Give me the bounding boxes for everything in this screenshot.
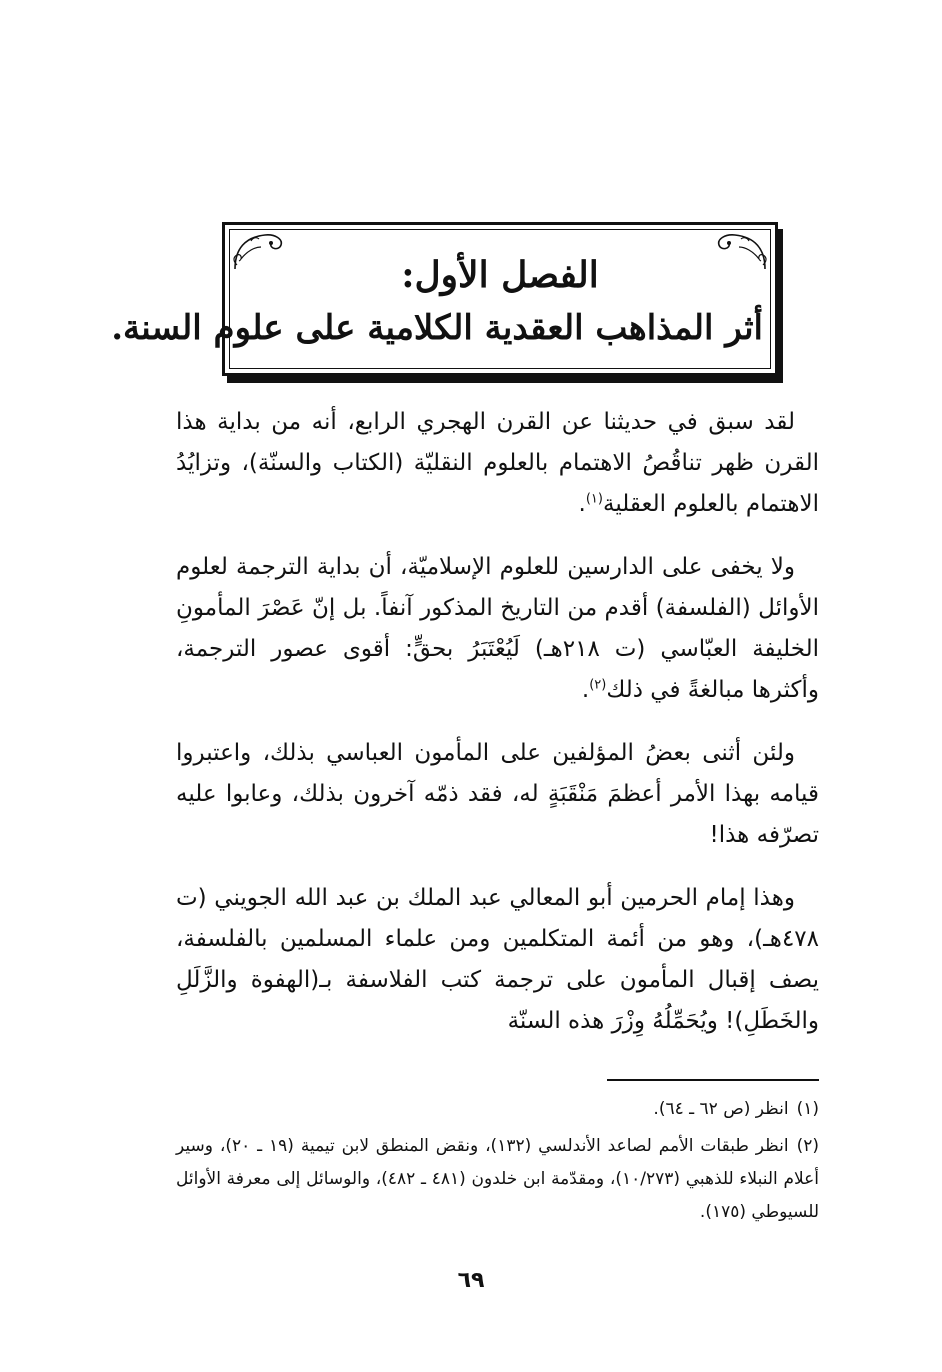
paragraph-text: ولئن أثنى بعضُ المؤلفين على المأمون العباسي بذلك، واعتبروا قيامه بهذا الأمر أعظمَ مَنْقَبَةٍ له، فقد ذمّه آخرون بذلك، وعابوا عليه تصرّفه هذا! [176, 740, 819, 848]
footnote-separator [607, 1079, 819, 1081]
paragraph-text: ولا يخفى على الدارسين للعلوم الإسلاميّة، أن بداية الترجمة لعلوم الأوائل (الفلسفة) أقدم من التاريخ المذكور آنفاً. بل إنّ عَصْرَ المأمونِ الخليفة العبّاسي (ت ٢١٨هـ) لَيُعْتَبَرُ بحقٍّ: أقوى عصور الترجمة، وأكثرها مبالغةً في ذلك [176, 554, 819, 703]
footnote-number: (١) [796, 1099, 819, 1119]
paragraph [176, 733, 819, 856]
footnote-marker[interactable]: (٢) [589, 677, 607, 693]
footnotes [176, 1093, 819, 1233]
chapter-heading-box [111, 222, 778, 376]
chapter-subtitle: أثر المذاهب العقدية الكلامية على علوم السنة. [111, 308, 763, 348]
footnote-marker[interactable]: (١) [585, 491, 603, 507]
paragraph [176, 878, 819, 1042]
footnote-item [176, 1093, 819, 1126]
paragraph-text: لقد سبق في حديثنا عن القرن الهجري الرابع، أنه من بداية هذا القرن ظهر تناقُصُ الاهتمام بالعلوم النقليّة (الكتاب والسنّة)، وتزايُدُ الاهتمام بالعلوم العقلية [176, 409, 819, 517]
body-text [176, 402, 819, 1064]
paragraph [176, 547, 819, 711]
paragraph-text: وهذا إمام الحرمين أبو المعالي عبد الملك بن عبد الله الجويني (ت ٤٧٨هـ)، وهو من أئمة المتكلمين ومن علماء المسلمين بالفلسفة، يصف إقبال المأمون على ترجمة كتب الفلاسفة بـ(الهفوة والزَّلَلِ والخَطَلِ)! ويُحَمِّلُهُ وِزْرَ هذه السنّة [176, 885, 819, 1034]
footnote-number: (٢) [796, 1136, 819, 1156]
paragraph-tail: . [581, 677, 590, 703]
paragraph-tail: . [578, 491, 586, 517]
paragraph [176, 402, 819, 525]
footnote-item [176, 1130, 819, 1229]
footnote-text: انظر طبقات الأمم لصاعد الأندلسي (١٣٢)، ونقض المنطق لابن تيمية (١٩ ـ ٢٠)، وسير أعلام النبلاء للذهبي (١٠/٢٧٣)، ومقدّمة ابن خلدون (٤٨١ ـ ٤٨٢)، والوسائل إلى معرفة الأوائل للسيوطي (١٧٥). [176, 1136, 819, 1222]
chapter-title: الفصل الأول: [401, 254, 599, 296]
footnote-text: انظر (ص ٦٢ ـ ٦٤). [653, 1099, 789, 1119]
page-number: ٦٩ [457, 1268, 485, 1293]
